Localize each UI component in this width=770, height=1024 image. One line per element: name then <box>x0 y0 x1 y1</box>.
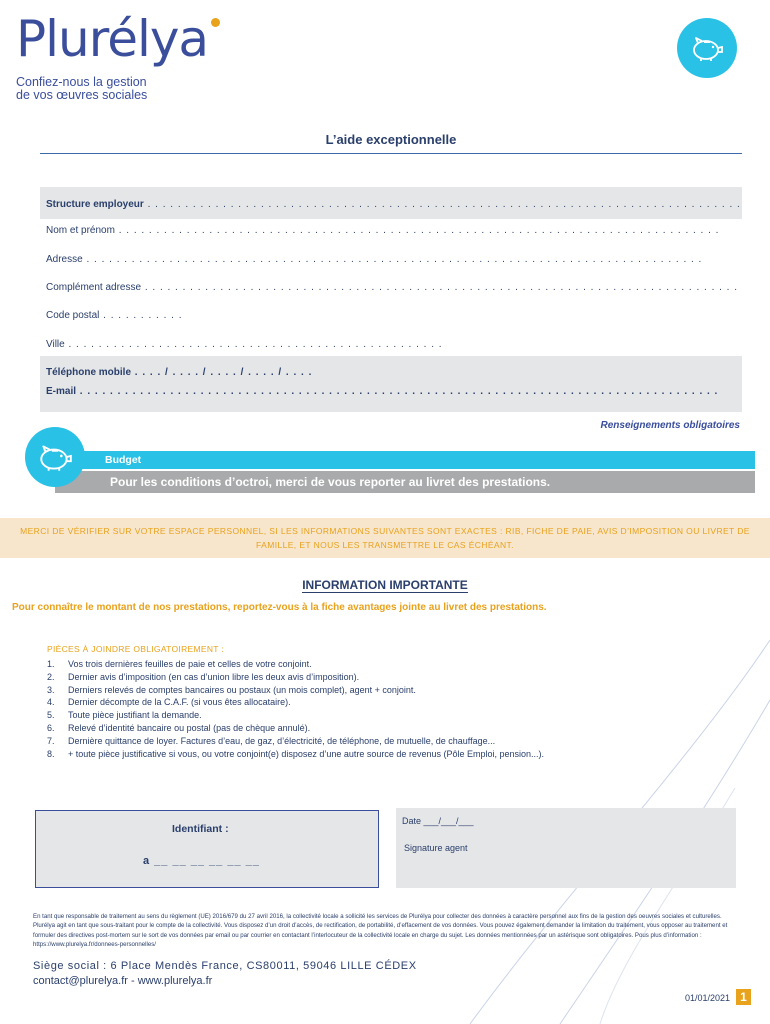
info-title <box>0 578 770 592</box>
list-item-number: 3. <box>47 684 55 695</box>
postal-code-dots: . . . . . . . . . . . <box>99 310 183 321</box>
document-date: 01/01/2021 <box>684 993 730 1003</box>
list-item <box>47 684 544 697</box>
list-item-number: 7. <box>47 735 55 746</box>
budget-bar <box>55 451 755 469</box>
verification-notice: MERCI DE VÉRIFIER SUR VOTRE ESPACE PERSONNEL, SI LES INFORMATIONS SUIVANTES SONT EXACTES : RIB, FICHE DE PAIE, AVIS D’IMPOSITION OU LIVRET DE FAMILLE, ET NOUS LES TRANSMETTRE LE CAS ÉCHÉANT. <box>0 518 770 558</box>
identifier-label: Identifiant : <box>172 823 229 835</box>
structure-dots: . . . . . . . . . . . . . . . . . . . . . . . . . . . . . . . . . . . . . . . . . . . . . . . . . . . . . . . . . . . . . . . . . . . . . . . . . . . . . . . <box>143 199 741 210</box>
pieces-title: PIÈCES À JOINDRE OBLIGATOIREMENT : <box>47 644 224 654</box>
list-item <box>47 658 544 671</box>
list-item-text: Toute pièce justifiant la demande. <box>68 710 202 721</box>
piggy-bank-badge <box>677 18 737 78</box>
conditions-bar <box>55 471 755 493</box>
list-item-number: 5. <box>47 710 55 721</box>
list-item <box>47 696 544 709</box>
piggy-bank-icon <box>36 441 74 473</box>
footer-contact[interactable]: contact@plurelya.fr - www.plurelya.fr <box>33 975 213 987</box>
legal-notice: En tant que responsable de traitement au sens du règlement (UE) 2016/679 du 27 avril 2016, la collectivité locale a sollicité les services de Plurélya pour collecter des données à caractère personnel aux fins de la gestion des oeuvres sociales et culturelles. Plurélya agit en tant que sous-traitant pour le compte de la collectivité. Vous disposez d’un droit d’accès, de rectification, de portabilité, d’effacement de vos données. Vous pouvez également demander la limitation du traitement, vous opposer au traitement et formuler des directives post-mortem sur le sort de vos données par email ou par courrier en contactant l’interlocuteur de la collectivité locale en charge du sujet. Les données mentionnées par un astérisque sont obligatoires. Pous plus d’information : https://www.plurelya.fr/donnees-personnelles/ <box>33 913 728 949</box>
phone-field[interactable] <box>46 367 742 378</box>
budget-piggy-badge <box>25 427 85 487</box>
info-subtitle: Pour connaître le montant de nos prestations, reportez-vous à la fiche avantages jointe au livret des prestations. <box>12 602 547 613</box>
signature-agent-label: Signature agent <box>404 843 468 853</box>
list-item <box>47 722 544 735</box>
list-item-text: Dernier avis d’imposition (en cas d’union libre les deux avis d’imposition). <box>68 671 360 682</box>
list-item-text: Vos trois dernières feuilles de paie et celles de votre conjoint. <box>68 659 312 669</box>
footer-address: Siège social : 6 Place Mendès France, CS80011, 59046 LILLE CÉDEX <box>33 960 417 972</box>
city-label: Ville <box>46 339 65 350</box>
logo-tagline-line-1: Confiez-nous la gestion <box>16 75 147 89</box>
list-item-text: + toute pièce justificative si vous, ou votre conjoint(e) disposez d’une autre source de revenus (Pôle Emploi, pension...). <box>68 748 545 759</box>
page-title: L’aide exceptionnelle <box>325 132 457 147</box>
budget-label: Budget <box>105 454 142 466</box>
logo-tagline <box>16 76 276 102</box>
list-item-text: Dernier décompte de la C.A.F. (si vous êtes allocataire). <box>68 697 291 708</box>
address-field[interactable] <box>40 254 742 265</box>
name-label: Nom et prénom <box>46 225 115 236</box>
list-item-number: 4. <box>47 697 55 708</box>
email-label: E-mail <box>46 386 77 397</box>
contact-block <box>40 356 742 412</box>
list-item-text: Relevé d’identité bancaire ou postal (pas de chèque annulé). <box>68 722 311 733</box>
email-dots: . . . . . . . . . . . . . . . . . . . . . . . . . . . . . . . . . . . . . . . . . . . . . . . . . . . . . . . . . . . . . . . . . . . . . . . . . . . . . . . . . . . . . <box>76 386 719 397</box>
city-field[interactable] <box>40 339 742 350</box>
list-item-number: 1. <box>47 659 55 669</box>
signature-box[interactable] <box>396 808 736 888</box>
address2-dots: . . . . . . . . . . . . . . . . . . . . . . . . . . . . . . . . . . . . . . . . . . . . . . . . . . . . . . . . . . . . . . . . . . . . . . . . . . . . . . . <box>141 282 739 293</box>
conditions-text: Pour les conditions d’octroi, merci de vous reporter au livret des prestations. <box>110 475 551 489</box>
page-number: 1 <box>736 989 751 1005</box>
email-field[interactable] <box>46 386 742 397</box>
list-item <box>47 671 544 684</box>
structure-label: Structure employeur <box>46 199 144 210</box>
signature-date[interactable]: Date ___/___/___ <box>402 816 474 826</box>
name-dots: . . . . . . . . . . . . . . . . . . . . . . . . . . . . . . . . . . . . . . . . . . . . . . . . . . . . . . . . . . . . . . . . . . . . . . . . . . . . . . . . <box>114 225 720 236</box>
required-note: Renseignements obligatoires <box>600 420 740 431</box>
list-item <box>47 735 544 748</box>
piggy-bank-icon <box>689 33 725 63</box>
list-item-text: Derniers relevés de comptes bancaires ou postaux (un mois complet), agent + conjoint. <box>68 684 416 695</box>
list-item-number: 2. <box>47 671 55 682</box>
address-label: Adresse <box>46 254 83 265</box>
logo-tagline-line-2: de vos œuvres sociales <box>16 88 148 102</box>
list-item-text: Dernière quittance de loyer. Factures d’eau, de gaz, d’électricité, de téléphone, de mutuelle, de chauffage... <box>68 735 496 746</box>
logo-dot <box>211 18 220 27</box>
info-title-text: INFORMATION IMPORTANTE <box>302 578 468 592</box>
address2-field[interactable] <box>40 282 742 293</box>
phone-dots: . . . . / . . . . / . . . . / . . . . / . . . . <box>131 367 313 378</box>
list-item-number: 6. <box>47 722 55 733</box>
city-dots: . . . . . . . . . . . . . . . . . . . . . . . . . . . . . . . . . . . . . . . . . . . . . . . . . . <box>64 339 443 350</box>
identifier-value[interactable]: a __ __ __ __ __ __ <box>143 855 260 867</box>
list-item <box>47 748 544 761</box>
address2-label: Complément adresse <box>46 282 142 293</box>
structure-field[interactable] <box>40 187 742 219</box>
logo-wordmark: Plurélya <box>16 10 209 68</box>
page-title-bar <box>40 130 742 154</box>
name-field[interactable] <box>40 225 742 236</box>
pieces-list <box>47 658 544 760</box>
postal-code-label: Code postal <box>46 310 100 321</box>
phone-label: Téléphone mobile <box>46 367 132 378</box>
identifier-box[interactable] <box>35 810 379 888</box>
postal-code-field[interactable] <box>40 310 742 321</box>
brand-logo <box>16 10 276 102</box>
list-item <box>47 709 544 722</box>
address-dots: . . . . . . . . . . . . . . . . . . . . . . . . . . . . . . . . . . . . . . . . . . . . . . . . . . . . . . . . . . . . . . . . . . . . . . . . . . . . . . . . . . <box>82 254 703 265</box>
list-item-number: 8. <box>47 748 55 759</box>
